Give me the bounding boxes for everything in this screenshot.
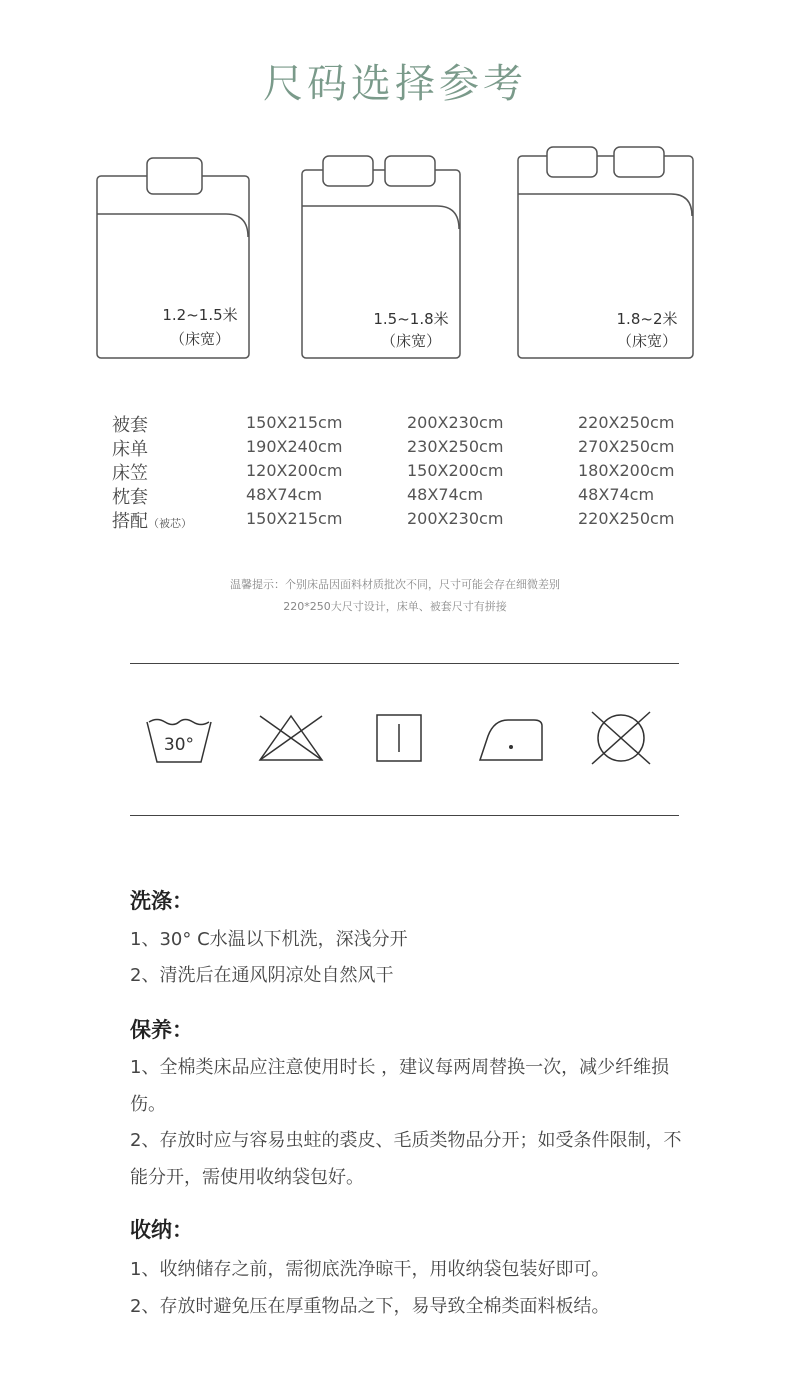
- care-heading: 保养：: [130, 1018, 193, 1042]
- size-cell: 48X74cm: [578, 485, 655, 504]
- table-row: [112, 435, 712, 459]
- size-cell: 150X215cm: [246, 413, 343, 432]
- table-row: [112, 411, 712, 435]
- item-name-suffix: （被芯）: [148, 517, 192, 530]
- size-cell: 270X250cm: [578, 437, 675, 456]
- table-row: [112, 483, 712, 507]
- wash-line: 1、30° C水温以下机洗，深浅分开: [130, 929, 408, 950]
- no-bleach-icon: [258, 714, 324, 762]
- size-cell: 200X230cm: [407, 509, 504, 528]
- low-iron-icon: [478, 716, 544, 762]
- item-name: 枕套: [112, 487, 148, 508]
- wash-line: 2、清洗后在通风阴凉处自然风干: [130, 965, 394, 986]
- bed-width-note: （床宽）: [380, 332, 441, 350]
- bed-diagram-double: [301, 155, 461, 359]
- bed-diagram-single: [96, 157, 250, 359]
- item-name: 床单: [112, 439, 148, 460]
- bed-size-label: 1.5~1.8米: [373, 310, 449, 328]
- size-cell: 190X240cm: [246, 437, 343, 456]
- wash-temp-label: 30°: [163, 735, 195, 755]
- bed-size-label: 1.8~2米: [616, 310, 678, 328]
- no-tumble-dry-icon: [590, 710, 652, 766]
- tip-note-size: 220*250大尺寸设计，床单、被套尺寸有拼接: [283, 600, 507, 613]
- item-name: 床笠: [112, 463, 148, 484]
- bed-size-label: 1.2~1.5米: [162, 306, 238, 324]
- tip-note: 温馨提示：个别床品因面料材质批次不同，尺寸可能会存在细微差别: [230, 578, 560, 591]
- size-cell: 200X230cm: [407, 413, 504, 432]
- divider-top: [130, 663, 679, 664]
- item-name: 被套: [112, 415, 148, 436]
- wash-heading: 洗涤：: [130, 889, 193, 913]
- size-cell: 48X74cm: [407, 485, 484, 504]
- size-cell: 220X250cm: [578, 509, 675, 528]
- storage-line: 2、存放时避免压在厚重物品之下，易导致全棉类面料板结。: [130, 1296, 610, 1317]
- bed-diagram-king: [517, 146, 694, 359]
- page-title: 尺码选择参考: [263, 61, 527, 107]
- table-row: [112, 459, 712, 483]
- size-cell: 220X250cm: [578, 413, 675, 432]
- bed-width-note: （床宽）: [169, 330, 230, 348]
- item-name-text: 搭配: [112, 511, 148, 532]
- table-row: [112, 507, 712, 531]
- wash-30-icon: [145, 714, 213, 764]
- care-line: 2、存放时应与容易虫蛀的裘皮、毛质类物品分开；如受条件限制，不能分开，需使用收纳袋包好。: [130, 1130, 682, 1188]
- item-name: [112, 507, 192, 533]
- size-cell: 120X200cm: [246, 461, 343, 480]
- divider-bottom: [130, 815, 679, 816]
- size-cell: 48X74cm: [246, 485, 323, 504]
- bed-width-note: （床宽）: [616, 332, 677, 350]
- storage-heading: 收纳：: [130, 1218, 193, 1242]
- size-cell: 150X215cm: [246, 509, 343, 528]
- storage-line: 1、收纳储存之前，需彻底洗净晾干，用收纳袋包装好即可。: [130, 1259, 610, 1280]
- size-cell: 180X200cm: [578, 461, 675, 480]
- size-cell: 150X200cm: [407, 461, 504, 480]
- drip-dry-icon: [376, 714, 422, 762]
- size-cell: 230X250cm: [407, 437, 504, 456]
- care-line: 1、全棉类床品应注意使用时长 ，建议每两周替换一次，减少纤维损伤。: [130, 1057, 670, 1115]
